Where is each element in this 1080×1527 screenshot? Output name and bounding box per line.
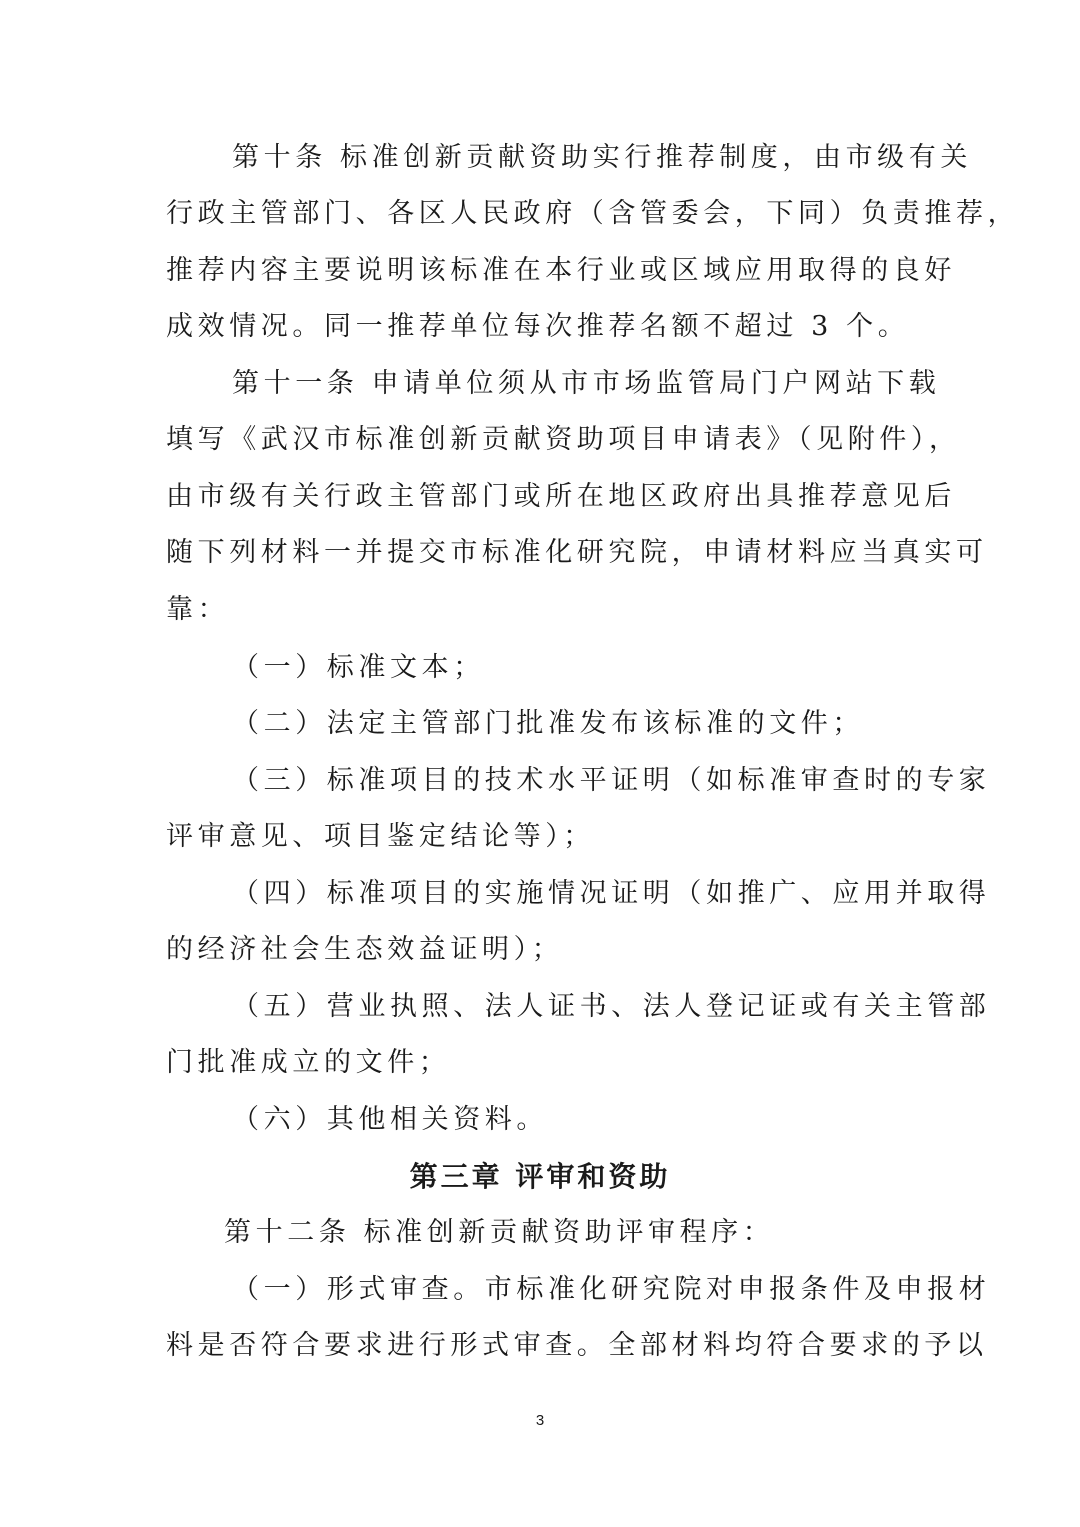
list-item-3-line-1: （三）标准项目的技术水平证明（如标准审查时的专家 <box>232 765 991 796</box>
article-10-line-2: 行政主管部门、各区人民政府（含管委会，下同）负责推荐， <box>166 198 1020 229</box>
article-12-line-1: 第十二条 标准创新贡献资助评审程序： <box>224 1217 775 1248</box>
article-10-line-4: 成效情况。同一推荐单位每次推荐名额不超过 3 个。 <box>166 311 910 342</box>
article-11-line-5: 靠： <box>166 594 230 625</box>
article-10-line-1: 第十条 标准创新贡献资助实行推荐制度，由市级有关 <box>232 142 972 173</box>
list-item-4-line-2: 的经济社会生态效益证明）； <box>166 934 564 965</box>
review-step-1-line-1: （一）形式审查。市标准化研究院对申报条件及申报材 <box>232 1274 991 1305</box>
page-number: 3 <box>535 1412 545 1429</box>
list-item-4-line-1: （四）标准项目的实施情况证明（如推广、应用并取得 <box>232 878 991 909</box>
review-step-1-line-2: 料是否符合要求进行形式审查。全部材料均符合要求的予以 <box>166 1330 988 1361</box>
list-item-2: （二）法定主管部门批准发布该标准的文件； <box>232 708 864 739</box>
list-item-1: （一）标准文本； <box>232 652 485 683</box>
article-11-line-4: 随下列材料一并提交市标准化研究院，申请材料应当真实可 <box>166 537 988 568</box>
list-item-3-line-2: 评审意见、项目鉴定结论等）； <box>166 821 595 852</box>
article-11-line-2: 填写《武汉市标准创新贡献资助项目申请表》（见附件）， <box>166 424 961 455</box>
list-item-5-line-1: （五）营业执照、法人证书、法人登记证或有关主管部 <box>232 991 991 1022</box>
article-11-line-1: 第十一条 申请单位须从市市场监管局门户网站下载 <box>232 368 941 399</box>
list-item-5-line-2: 门批准成立的文件； <box>166 1047 451 1078</box>
chapter-heading: 第三章 评审和资助 <box>409 1160 671 1193</box>
article-10-line-3: 推荐内容主要说明该标准在本行业或区域应用取得的良好 <box>166 255 956 286</box>
article-11-line-3: 由市级有关行政主管部门或所在地区政府出具推荐意见后 <box>166 481 956 512</box>
list-item-6: （六）其他相关资料。 <box>232 1104 548 1135</box>
